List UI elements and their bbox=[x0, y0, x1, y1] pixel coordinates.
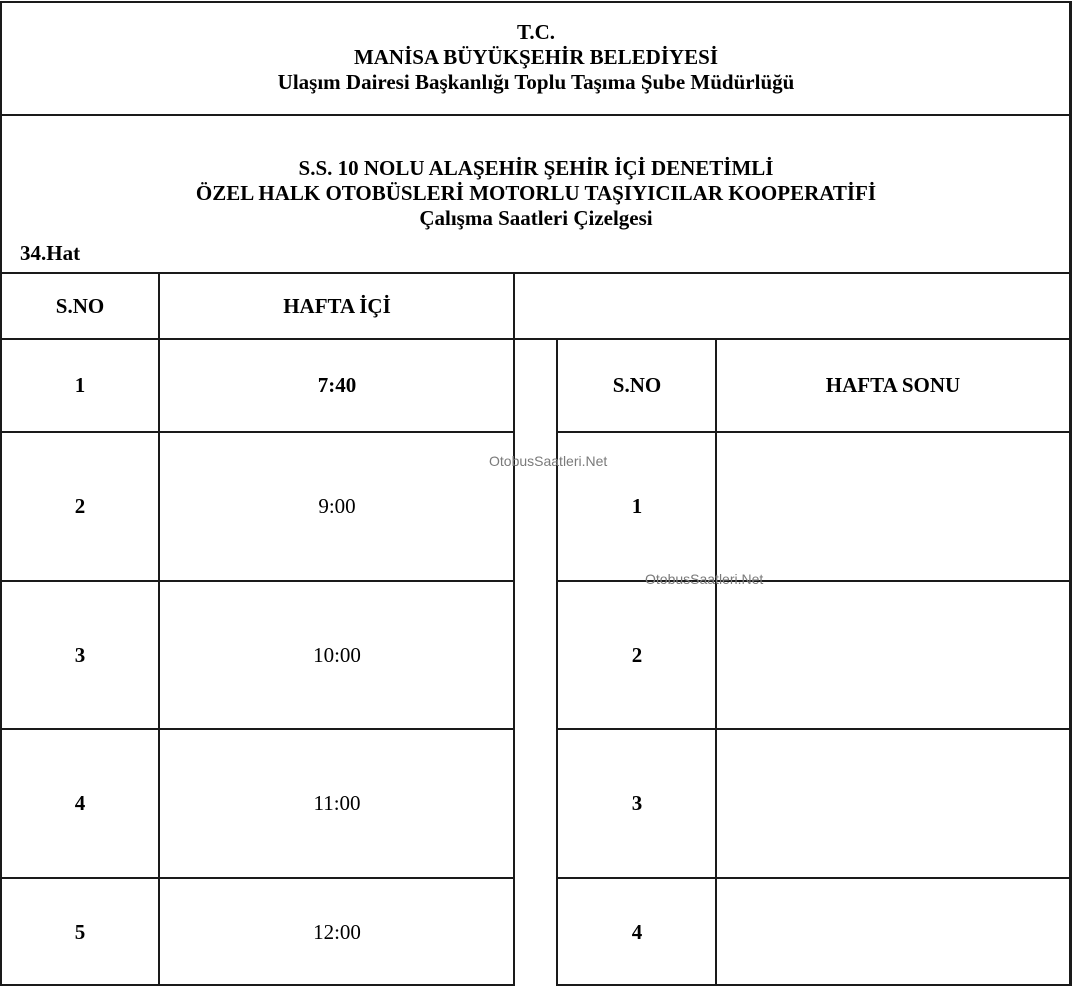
frame-top bbox=[0, 1, 1072, 3]
weekend-row-2-sno: 2 bbox=[631, 642, 643, 667]
weekday-row-2-sno: 2 bbox=[74, 494, 86, 518]
header-department: Ulaşım Dairesi Başkanlığı Toplu Taşıma Şube Müdürlüğü bbox=[277, 70, 795, 94]
subheader-cooperative-line2: ÖZEL HALK OTOBÜSLERİ MOTORLU TAŞIYICILAR KOOPERATİFİ bbox=[195, 181, 877, 205]
weekend-row-3-time bbox=[716, 729, 1070, 878]
subheader-cooperative-line1: S.S. 10 NOLU ALAŞEHİR ŞEHİR İÇİ DENETİMLİ bbox=[298, 156, 774, 180]
header-divider bbox=[0, 114, 1072, 116]
weekday-row-5-sno: 5 bbox=[74, 919, 86, 944]
weekday-row-2-time: 9:00 bbox=[318, 494, 356, 518]
weekend-header-sno: S.NO bbox=[612, 373, 662, 397]
weekday-row-3-sno: 3 bbox=[74, 642, 86, 667]
weekday-row-5-time: 12:00 bbox=[313, 919, 361, 944]
weekday-header-sno: S.NO bbox=[55, 293, 105, 318]
header-municipality: MANİSA BÜYÜKŞEHİR BELEDİYESİ bbox=[353, 45, 719, 69]
subheader-block bbox=[0, 156, 1072, 231]
weekend-row-4-sno: 4 bbox=[631, 919, 643, 944]
weekend-row-4-time bbox=[716, 878, 1070, 986]
weekend-top-empty-cell bbox=[515, 273, 1070, 339]
weekend-row-2-time bbox=[716, 581, 1070, 729]
weekend-row-3-sno: 3 bbox=[631, 791, 643, 815]
header-block bbox=[0, 20, 1072, 95]
weekend-row-1-sno: 1 bbox=[631, 494, 643, 518]
header-line-tc: T.C. bbox=[516, 20, 556, 44]
subheader-schedule-title: Çalışma Saatleri Çizelgesi bbox=[419, 206, 653, 230]
weekday-row-1-sno: 1 bbox=[74, 373, 86, 397]
weekday-row-4-sno: 4 bbox=[74, 791, 86, 815]
weekday-row-4-time: 11:00 bbox=[313, 791, 361, 815]
weekend-row-1-time bbox=[716, 432, 1070, 581]
weekday-row-1-time: 7:40 bbox=[317, 373, 357, 397]
weekend-header-time: HAFTA SONU bbox=[825, 373, 961, 397]
weekday-header-time: HAFTA İÇİ bbox=[283, 293, 391, 318]
route-label: 34.Hat bbox=[20, 241, 81, 265]
weekday-row-3-time: 10:00 bbox=[313, 642, 361, 667]
watermark: OtobusSaatleri.Net bbox=[645, 571, 764, 587]
watermark: OtobusSaatleri.Net bbox=[489, 453, 608, 469]
